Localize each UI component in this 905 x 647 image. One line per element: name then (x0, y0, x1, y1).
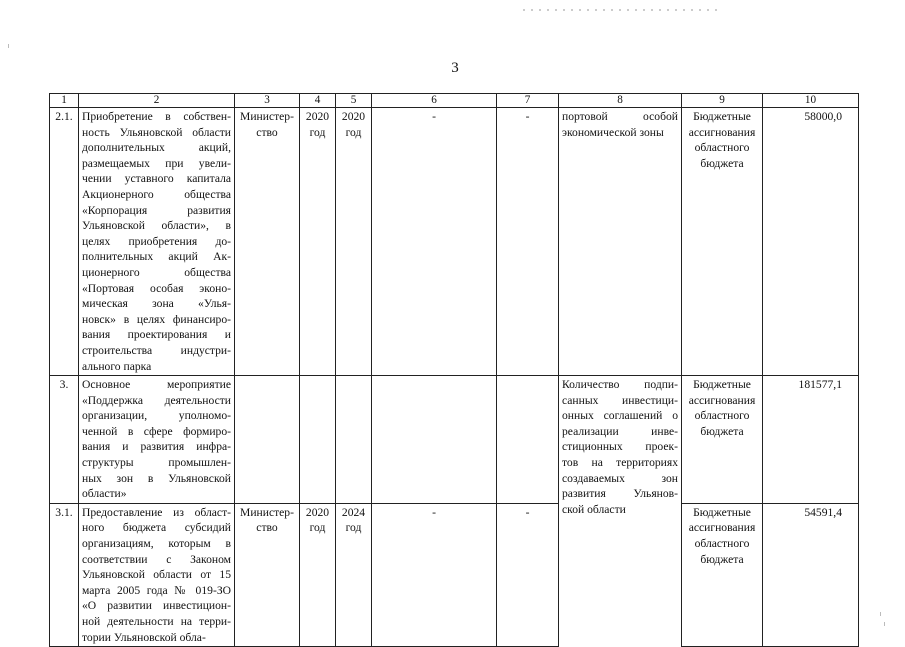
cell-line: новск» в целях финансиро- (82, 312, 231, 326)
cell-line: области» (82, 487, 127, 501)
column-number-row (50, 94, 859, 108)
cell-line: ассигнования (688, 521, 756, 535)
table-row (50, 376, 859, 504)
cell-line: структуры промышлен- (82, 456, 231, 470)
cell-line: стиционных проек- (562, 440, 678, 454)
cell-line: Ульяновской области от 15 (82, 568, 231, 582)
cell-line: областного (694, 141, 750, 155)
cell-line: 2020 (305, 110, 330, 123)
cell-line: санных инвестици- (562, 393, 678, 407)
cell-line: чении уставного капитала (82, 172, 231, 186)
cell-line: 2020 (341, 110, 366, 123)
cell-line: развития Ульянов- (562, 487, 678, 501)
cell-line: Бюджетные (693, 378, 751, 392)
executor (235, 108, 300, 376)
item-description (79, 503, 235, 646)
cell-line: Бюджетные (693, 110, 751, 123)
cell-line: портовой особой (562, 110, 678, 123)
cell-line: Ульяновской области», в (82, 219, 231, 233)
cell-line: тов на территориях (562, 456, 678, 470)
cell-line: 2020 (305, 505, 330, 519)
cell-line: «Поддержка деятельности (82, 393, 231, 407)
amount: 58000,0 (763, 108, 859, 376)
executor (235, 376, 300, 504)
cell-line: Министер- (240, 110, 294, 123)
cell-line: тории Ульяновской обла- (82, 630, 206, 644)
scan-artifact-mark (884, 622, 885, 626)
cell-line: вания проектирования и (82, 328, 231, 342)
column-number: 3 (235, 94, 300, 108)
cell-line: Министер- (240, 505, 294, 519)
column-number: 7 (497, 94, 559, 108)
indicator (559, 108, 682, 376)
cell-line: экономической зоны (562, 125, 664, 139)
table-row (50, 503, 859, 646)
cell-line: организации, уполномо- (82, 409, 231, 423)
cell-line: год (345, 521, 362, 535)
funding-source (682, 108, 763, 376)
cell-line: создаваемых зон (562, 471, 678, 485)
cell-line: бюджета (700, 424, 744, 438)
scan-artifact-mark (880, 612, 881, 616)
cell-line: организациям, которым в (82, 537, 231, 551)
cell-line: ство (256, 521, 278, 535)
indicator (559, 376, 682, 647)
cell-line: бюджета (700, 552, 744, 566)
column-number: 5 (336, 94, 372, 108)
cell-line: Бюджетные (693, 505, 751, 519)
amount: 54591,4 (763, 503, 859, 646)
cell-line: «Корпорация развития (82, 203, 231, 217)
column-number: 9 (682, 94, 763, 108)
column-number: 6 (372, 94, 497, 108)
start-year (300, 108, 336, 376)
cell-line: Акционерного общества (82, 187, 231, 201)
cell-line: Количество подпи- (562, 378, 678, 392)
item-number: 3. (50, 376, 79, 504)
cell-line: «Портовая особая эконо- (82, 281, 231, 295)
page-number: 3 (451, 60, 459, 76)
end-year (336, 503, 372, 646)
column-number: 10 (763, 94, 859, 108)
cell-line: ской области (562, 502, 626, 516)
cell-line: Основное мероприятие (82, 378, 231, 392)
cell-line: ассигнования (688, 393, 756, 407)
cell-line: бюджета (700, 156, 744, 170)
cell-line: ной деятельности на терри- (82, 615, 231, 628)
cell-col6 (372, 376, 497, 504)
column-number: 4 (300, 94, 336, 108)
cell-line: размещаемых при увели- (82, 156, 231, 170)
cell-line: Предоставление из област- (82, 505, 231, 519)
cell-col6: - (372, 503, 497, 646)
cell-line: ного бюджета субсидий (82, 521, 231, 535)
cell-line: реализации инве- (562, 424, 678, 438)
cell-col6: - (372, 108, 497, 376)
funding-source (682, 376, 763, 504)
cell-line: «О развитии инвестицион- (82, 599, 231, 613)
cell-line: онных соглашений о (562, 409, 678, 423)
cell-line: ченной в сфере формиро- (82, 424, 231, 438)
program-table (49, 93, 859, 647)
item-number: 3.1. (50, 503, 79, 646)
item-description (79, 376, 235, 504)
column-number: 8 (559, 94, 682, 108)
cell-line: Приобретение в собствен- (82, 110, 231, 123)
cell-line: полнительных акций Ак- (82, 250, 231, 264)
scan-artifact-dots (520, 9, 720, 11)
cell-line: областного (694, 409, 750, 423)
cell-line: год (345, 125, 362, 139)
cell-line: ство (256, 125, 278, 139)
column-number: 2 (79, 94, 235, 108)
cell-line: марта 2005 года № 019-ЗО (82, 583, 231, 597)
cell-line: год (309, 521, 326, 535)
cell-line: дополнительных акций, (82, 141, 231, 155)
funding-source (682, 503, 763, 646)
cell-col7: - (497, 503, 559, 646)
cell-line: ассигнования (688, 125, 756, 139)
cell-line: соответствии с Законом (82, 552, 231, 566)
cell-line: строительства индустри- (82, 343, 231, 357)
cell-line: ных зон в Ульяновской (82, 471, 231, 485)
table-row (50, 108, 859, 376)
cell-line: вания и развития инфра- (82, 440, 231, 454)
cell-line: мическая зона «Улья- (82, 297, 231, 311)
cell-col7: - (497, 108, 559, 376)
item-description (79, 108, 235, 376)
cell-line: 2024 (341, 505, 366, 519)
cell-col7 (497, 376, 559, 504)
end-year (336, 376, 372, 504)
start-year (300, 503, 336, 646)
start-year (300, 376, 336, 504)
cell-line: целях приобретения до- (82, 234, 231, 248)
end-year (336, 108, 372, 376)
item-number: 2.1. (50, 108, 79, 376)
executor (235, 503, 300, 646)
cell-line: ционерного общества (82, 265, 231, 279)
amount: 181577,1 (763, 376, 859, 504)
cell-line: ность Ульяновской области (82, 125, 231, 139)
cell-line: областного (694, 537, 750, 551)
cell-line: ального парка (82, 359, 152, 373)
column-number: 1 (50, 94, 79, 108)
cell-line: год (309, 125, 326, 139)
scan-artifact-mark (8, 44, 9, 48)
